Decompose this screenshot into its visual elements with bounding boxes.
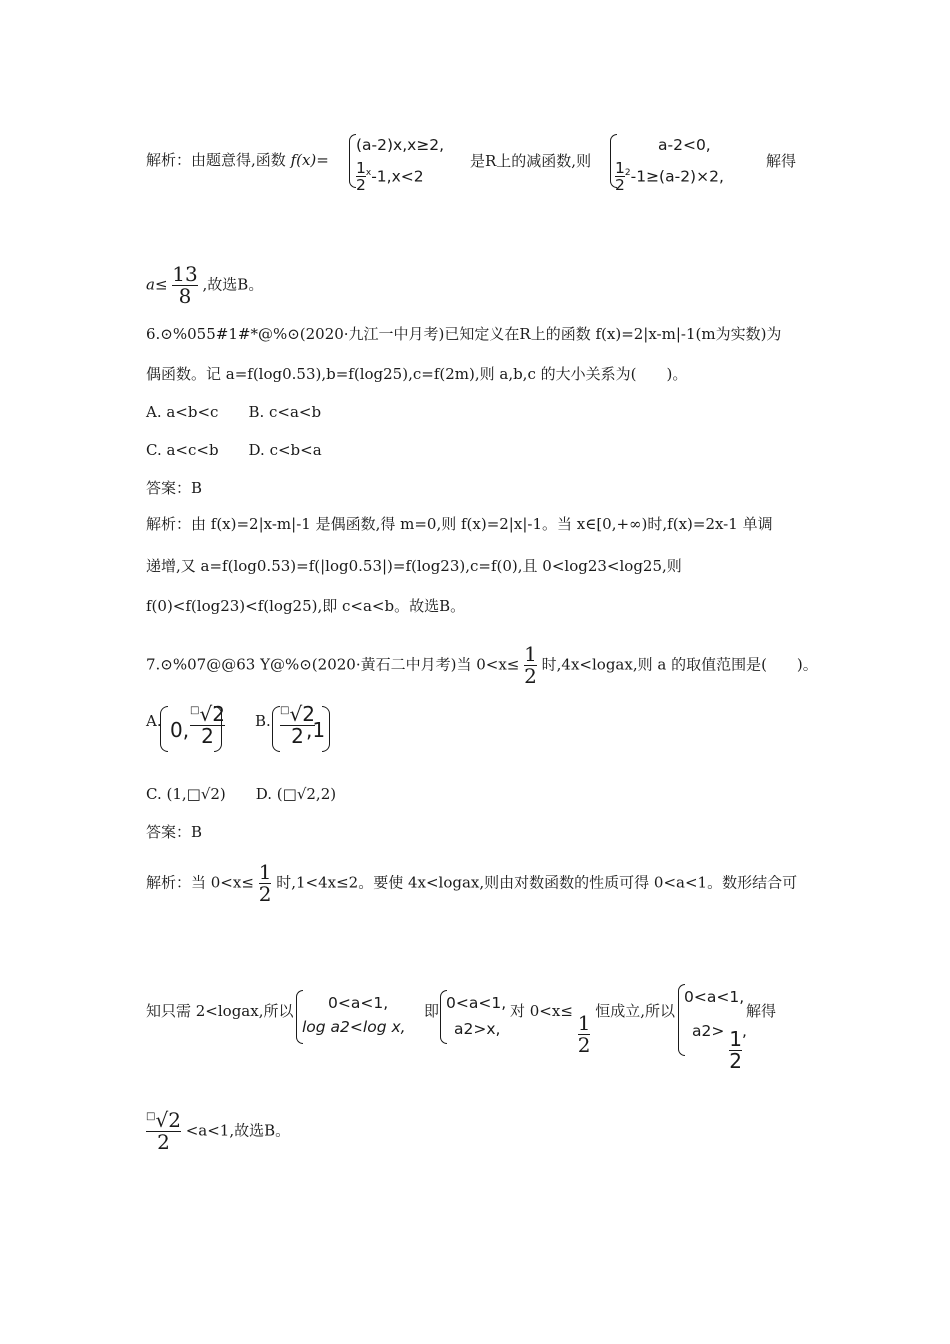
q6-explanation-3: f(0)<f(log23)<f(log25),即 c<a<b。故选B。 (146, 597, 466, 615)
q6-options-ab: A. a<b<c B. c<a<b (146, 403, 322, 421)
system-c-line-2: a2> $\frac{1}{2}$ , (692, 1022, 747, 1073)
system-line-2: $\frac{1}{2}$ $^2$-1≥(a-2)×2, (615, 159, 724, 195)
solution-result: a≤ $\frac{13}{8}$ ,故选B。 (146, 262, 264, 308)
q7-option-a-zero: 0, (170, 718, 190, 742)
q7-option-b-label: B. (255, 712, 271, 730)
q6-answer: 答案：B (146, 479, 203, 497)
q6-explanation-2: 递增,又 a=f(log0.53)=f(|log0.53|)=f(log23),c=f(0),且 0<log23<log25,则 (146, 557, 682, 575)
q7-explanation-2-pre: 知只需 2<logax,所以 (146, 1002, 294, 1020)
q7-option-a-label: A. (146, 712, 162, 730)
solution-label: 解析：由题意得,函数 (146, 151, 286, 169)
q7-option-a-frac: $\frac{^□√2}{2}$ (190, 702, 225, 748)
q7-option-b-rparen (322, 706, 330, 752)
q7-ie-text: 即 (424, 1002, 440, 1020)
q6-stem-line-1: 6.⊙%055#1#*@%⊙(2020·九江一中月考)已知定义在R上的函数 f(x)=2|x-m|-1(m为实数)为 (146, 325, 782, 343)
q7-option-a-rparen (214, 706, 222, 752)
q6-stem-line-2: 偶函数。记 a=f(log0.53),b=f(log25),c=f(2m),则 a,b,c 的大小关系为( )。 (146, 365, 688, 383)
q7-option-b-one: ,1 (306, 718, 326, 742)
system-b-line-2: a2>x, (454, 1020, 501, 1038)
system-b-line-1: 0<a<1, (446, 994, 507, 1012)
q6-options-cd: C. a<c<b D. c<b<a (146, 441, 322, 459)
system-c-line-1: 0<a<1, (684, 988, 745, 1006)
system-a-line-1: 0<a<1, (328, 994, 389, 1012)
solution-line-1a (146, 150, 329, 170)
q7-explanation-1: 解析：当 0<x≤ $\frac{1}{2}$ 时,1<4x≤2。要使 4x<logax,则由对数函数的性质可得 0<a<1。数形结合可 (146, 860, 798, 906)
piecewise-brace (349, 134, 356, 188)
q7-result: $\frac{^□√2}{2}$ <a<1,故选B。 (146, 1108, 291, 1154)
q7-option-a-lparen (160, 706, 168, 752)
q7-condition: 对 0<x≤ $\frac{1}{2}$ 恒成立,所以 (510, 1002, 675, 1057)
system-line-1: a-2<0, (658, 136, 711, 154)
function-expr: f(x)= (290, 151, 329, 169)
solve-text: 解得 (766, 152, 797, 170)
q6-explanation-1: 解析：由 f(x)=2|x-m|-1 是偶函数,得 m=0,则 f(x)=2|x|-1。当 x∈[0,+∞)时,f(x)=2x-1 单调 (146, 515, 773, 533)
system-a-line-2: log a2<log x, (302, 1018, 406, 1036)
q7-solve-text: 解得 (746, 1002, 777, 1020)
q7-stem: 7.⊙%07@@63 Y@%⊙(2020·黄石二中月考)当 0<x≤ $\frac{1}{2}$ 时,4x<logax,则 a 的取值范围是( )。 (146, 642, 818, 688)
solution-mid-text: 是R上的减函数,则 (470, 152, 592, 170)
q7-answer: 答案：B (146, 823, 203, 841)
q7-option-b-lparen (272, 706, 280, 752)
piecewise-case-2: $\frac{1}{2}$ $^x$-1,x<2 (356, 159, 424, 195)
q7-options-cd: C. (1,□√2) D. (□√2,2) (146, 785, 337, 803)
piecewise-case-1: (a-2)x,x≥2, (356, 136, 445, 154)
q7-option-b-frac: $\frac{^□√2}{2}$ (280, 702, 315, 748)
